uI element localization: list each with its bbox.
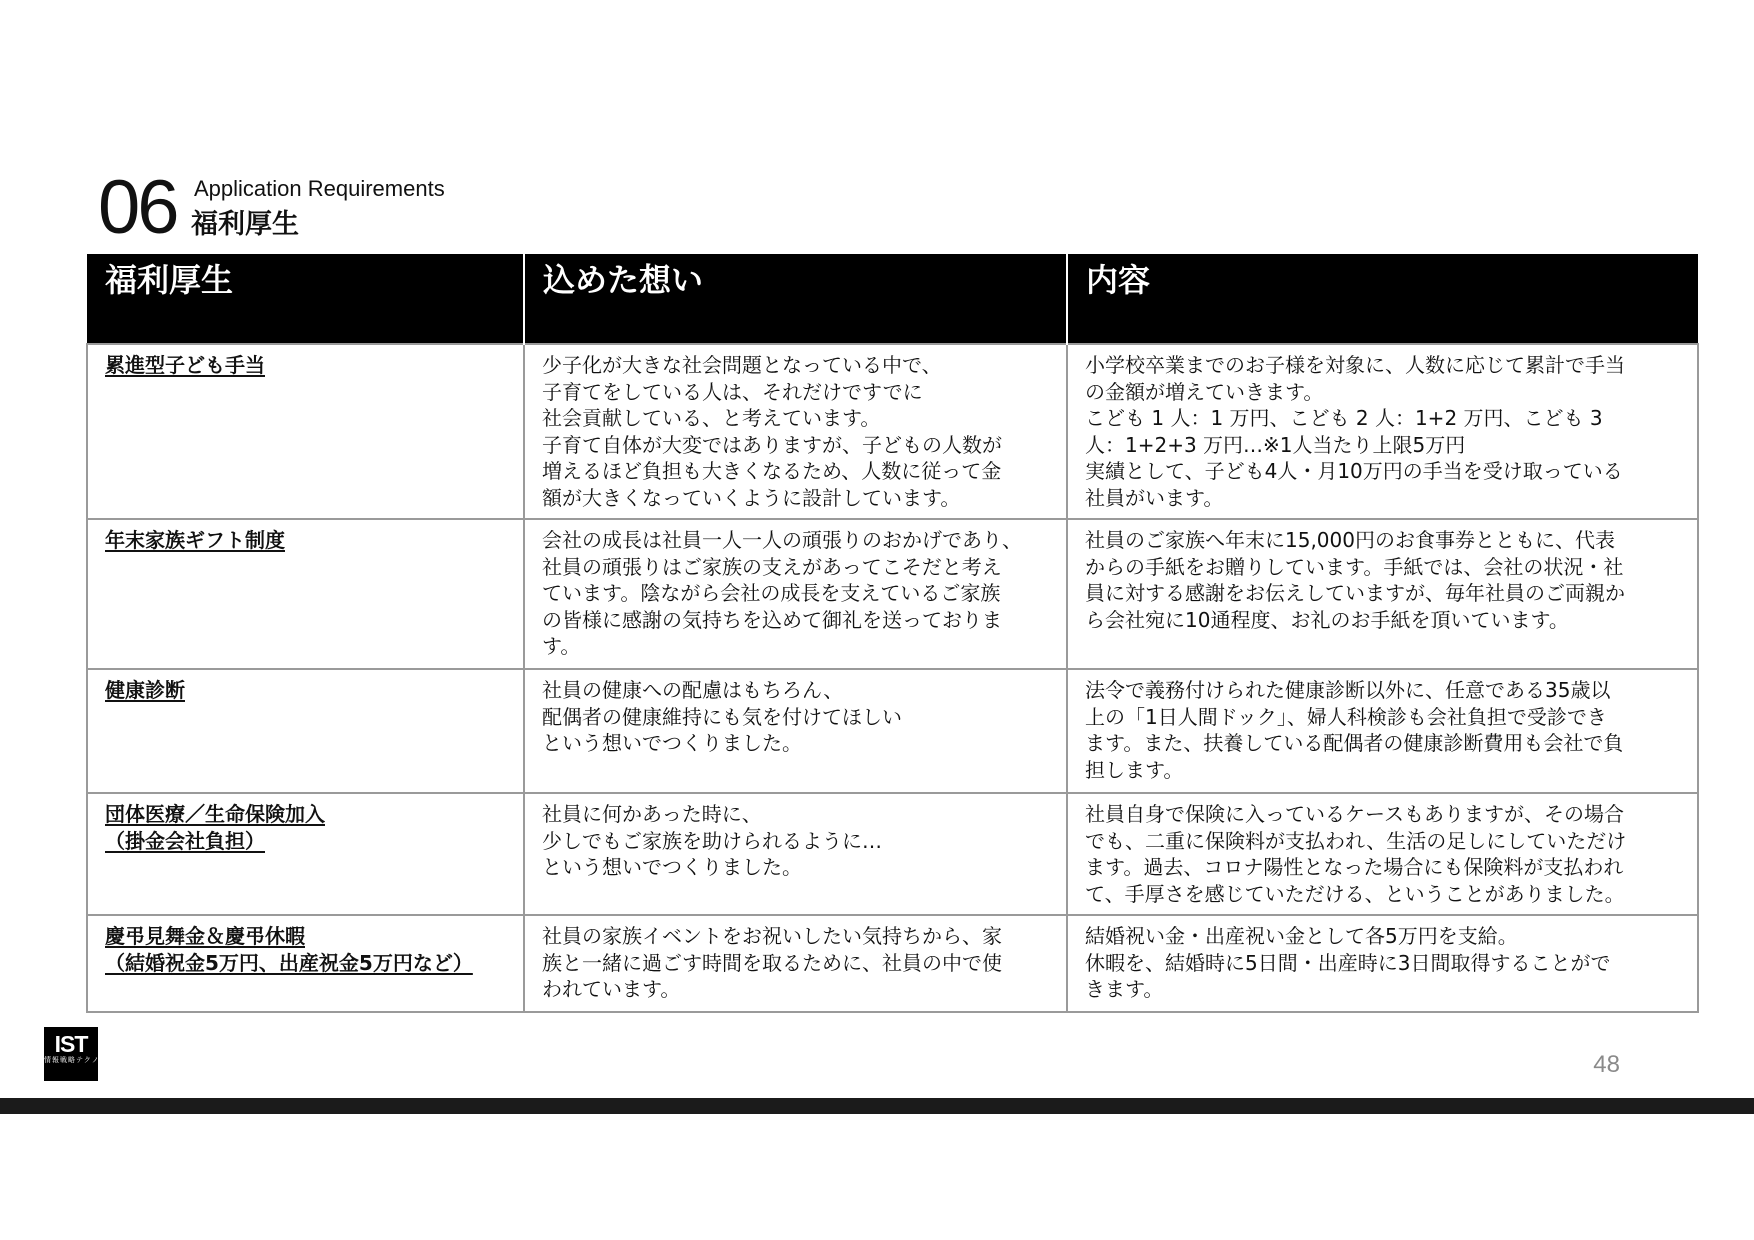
content-line: 員に対する感謝をお伝えしていますが、毎年社員のご両親か xyxy=(1085,581,1625,605)
content-line: 社員がいます。 xyxy=(1085,485,1224,510)
logo-main-text: IST xyxy=(54,1031,88,1057)
column-header-benefit: 福利厚生 xyxy=(87,254,524,344)
content-cell xyxy=(1067,519,1698,669)
table-row xyxy=(87,519,1698,669)
thought-line: 子育て自体が大変ではありますが、子どもの人数が xyxy=(542,432,1002,457)
thought-line: の皆様に感謝の気持ちを込めて御礼を送っておりま xyxy=(542,607,1002,632)
thought-line: 子育てをしている人は、それだけですでに xyxy=(542,379,923,404)
thought-cell xyxy=(524,793,1067,915)
content-line: こども 1 人：1 万円、こども 2 人：1+2 万円、こども 3 xyxy=(1085,406,1603,430)
company-logo xyxy=(44,1027,124,1081)
content-line: 小学校卒業までのお子様を対象に、人数に応じて累計で手当 xyxy=(1085,353,1625,377)
page-number: 48 xyxy=(1593,1051,1620,1078)
content-line: 社員のご家族へ年末に15,000円のお食事券とともに、代表 xyxy=(1085,528,1615,552)
thought-line: という想いでつくりました。 xyxy=(542,731,802,755)
benefit-name: 累進型子ども手当 xyxy=(105,353,265,377)
section-number: 06 xyxy=(98,165,177,250)
table-row xyxy=(87,669,1698,793)
thought-line: われています。 xyxy=(542,977,681,1001)
benefit-name-note: （掛金会社負担） xyxy=(105,828,265,853)
thought-line: という想いでつくりました。 xyxy=(542,855,802,879)
content-cell xyxy=(1067,669,1698,793)
content-line: ら会社宛に10通程度、お礼のお手紙を頂いています。 xyxy=(1085,607,1569,632)
benefit-name: 慶弔見舞金＆慶弔休暇 xyxy=(105,924,305,948)
content-line: 結婚祝い金・出産祝い金として各5万円を支給。 xyxy=(1085,924,1518,948)
content-cell xyxy=(1067,793,1698,915)
content-line: 休暇を、結婚時に5日間・出産時に3日間取得することがで xyxy=(1085,950,1611,975)
table-row xyxy=(87,915,1698,1012)
thought-line: 社会貢献している、と考えています。 xyxy=(542,406,881,430)
benefit-name-cell xyxy=(87,793,524,915)
content-cell xyxy=(1067,915,1698,1012)
table-header-row xyxy=(87,254,1698,344)
content-line: 社員自身で保険に入っているケースもありますが、その場合 xyxy=(1085,802,1624,826)
thought-cell xyxy=(524,915,1067,1012)
content-line: ます。過去、コロナ陽性となった場合にも保険料が支払われ xyxy=(1085,855,1624,879)
thought-line: 額が大きくなっていくように設計しています。 xyxy=(542,485,961,510)
content-line: 実績として、子ども4人・月10万円の手当を受け取っている xyxy=(1085,459,1623,483)
benefit-name: 健康診断 xyxy=(105,678,185,702)
thought-cell xyxy=(524,519,1067,669)
thought-line: 会社の成長は社員一人一人の頑張りのおかげであり、 xyxy=(542,528,1022,552)
footer-bar xyxy=(0,1098,1754,1114)
thought-line: 社員に何かあった時に、 xyxy=(542,802,762,826)
column-header-content: 内容 xyxy=(1067,254,1698,344)
table-row xyxy=(87,793,1698,915)
thought-line: 社員の頑張りはご家族の支えがあってこそだと考え xyxy=(542,554,1002,579)
content-line: からの手紙をお贈りしています。手紙では、会社の状況・社 xyxy=(1085,554,1624,579)
thought-line: 少しでもご家族を助けられるように… xyxy=(542,828,882,853)
content-line: 法令で義務付けられた健康診断以外に、任意である35歳以 xyxy=(1085,678,1611,702)
page-title: 福利厚生 xyxy=(191,209,299,240)
thought-line: 配偶者の健康維持にも気を付けてほしい xyxy=(542,704,902,729)
benefit-name-cell xyxy=(87,915,524,1012)
thought-line: 増えるほど負担も大きくなるため、人数に従って金 xyxy=(542,459,1002,483)
benefit-name-cell xyxy=(87,519,524,669)
content-line: 担します。 xyxy=(1085,757,1184,782)
section-subtitle: Application Requirements xyxy=(194,176,445,201)
content-line: の金額が増えていきます。 xyxy=(1085,379,1324,404)
thought-line: 少子化が大きな社会問題となっている中で、 xyxy=(542,353,942,377)
thought-cell xyxy=(524,344,1067,519)
thought-line: 族と一緒に過ごす時間を取るために、社員の中で使 xyxy=(542,950,1002,975)
content-line: ます。また、扶養している配偶者の健康診断費用も会社で負 xyxy=(1085,731,1624,755)
benefit-name: 団体医療／生命保険加入 xyxy=(105,802,325,826)
column-header-thought: 込めた想い xyxy=(524,254,1067,344)
thought-cell xyxy=(524,669,1067,793)
content-line: でも、二重に保険料が支払われ、生活の足しにしていただけ xyxy=(1085,828,1627,853)
content-line: きます。 xyxy=(1085,977,1164,1001)
thought-line: す。 xyxy=(542,634,581,658)
content-line: て、手厚さを感じていただける、ということがありました。 xyxy=(1085,881,1625,906)
benefit-name-cell xyxy=(87,669,524,793)
benefit-name-cell xyxy=(87,344,524,519)
benefit-name-note: （結婚祝金5万円、出産祝金5万円など） xyxy=(105,950,473,975)
logo-sub-text: 情報戦略テクノロジー xyxy=(44,1056,124,1064)
thought-line: 社員の健康への配慮はもちろん、 xyxy=(542,678,844,702)
thought-line: 社員の家族イベントをお祝いしたい気持ちから、家 xyxy=(542,924,1002,948)
table-row xyxy=(87,344,1698,519)
welfare-table xyxy=(86,254,1699,1013)
content-cell xyxy=(1067,344,1698,519)
thought-line: ています。陰ながら会社の成長を支えているご家族 xyxy=(542,581,1001,605)
content-line: 人：1+2+3 万円…※1人当たり上限5万円 xyxy=(1085,432,1466,457)
content-line: 上の「1日人間ドック」、婦人科検診も会社負担で受診でき xyxy=(1085,704,1607,729)
benefit-name: 年末家族ギフト制度 xyxy=(105,528,285,552)
